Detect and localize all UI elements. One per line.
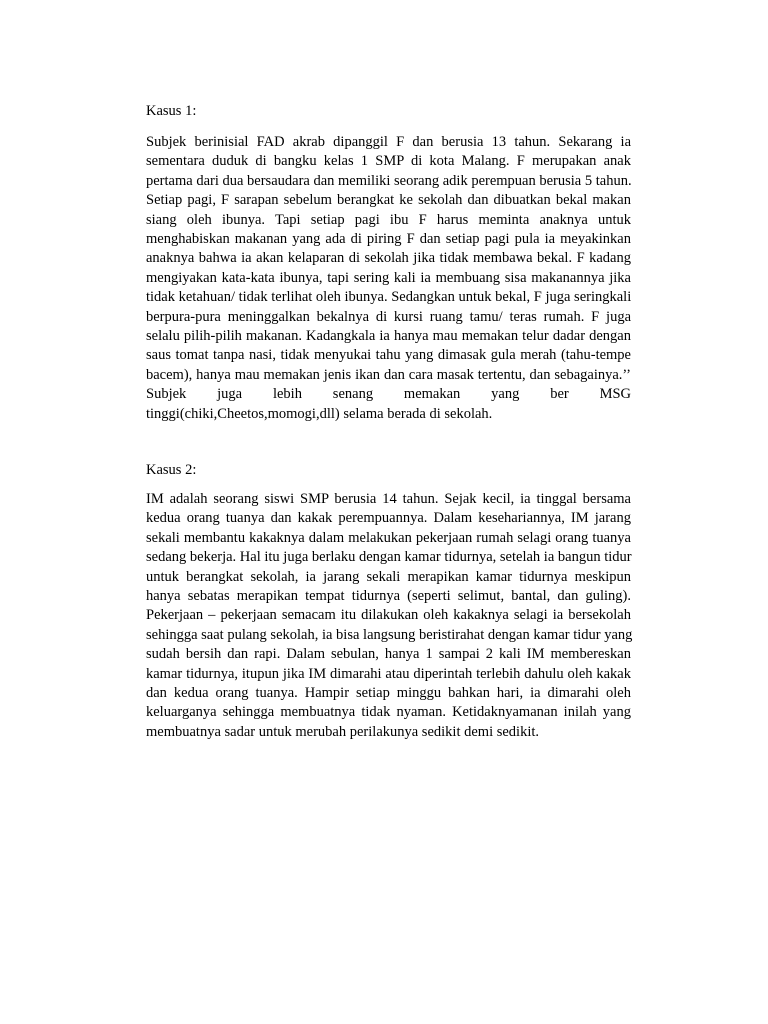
case-1-line: tidak ketahuan/ tidak terlihat oleh ibunya. Sedangkan untuk bekal, F juga seringkali [146,289,632,306]
case-1-line: tinggi(chiki,Cheetos,momogi,dll) selama berada di sekolah. [146,405,493,422]
case-1-line: Subjek berinisial FAD akrab dipanggil F dan berusia 13 tahun. Sekarang ia [146,134,631,150]
case-1-heading: Kasus 1: [146,103,197,119]
case-2-line: sekali membantu kakaknya dalam melakukan pekerjaan rumah selagi orang tuanya [146,529,631,546]
case-1-line: menghabiskan makanan yang ada di piring F dan setiap pagi pula ia meyakinkan [146,231,631,248]
case-1-line: selalu pilih-pilih makanan. Kadangkala ia hanya mau memakan telur dadar dengan [146,328,631,345]
case-2-line: Pekerjaan – pekerjaan semacam itu dilakukan oleh kakaknya selagi ia bersekolah [146,607,631,624]
case-1-line: berpura-pura meninggalkan bekalnya di kursi ruang tamu/ teras rumah. F juga [146,308,631,325]
case-2-line: hanya sebatas merapikan tempat tidurnya (seperti selimut, bantal, dan guling). [146,588,631,605]
case-2-line: keluarganya sehingga membuatnya tidak nyaman. Ketidaknyamanan inilah yang [146,704,631,721]
case-1-line: Setiap pagi, F sarapan sebelum berangkat ke sekolah dan dibuatkan bekal makan [146,192,631,209]
case-2-line: IM adalah seorang siswi SMP berusia 14 tahun. Sejak kecil, ia tinggal bersama [146,491,631,507]
case-1-line: saus tomat tanpa nasi, tidak menyukai tahu yang dimasak gula merah (tahu-tempe [146,347,631,364]
case-2-heading: Kasus 2: [146,462,197,478]
case-2-paragraph [146,490,631,742]
case-2-line: sehingga saat pulang sekolah, ia bisa langsung beristirahat dengan kamar tidur yang [146,626,633,643]
case-1-line: Subjek juga lebih senang memakan yang ber MSG [146,386,631,403]
case-2-line: kamar tidurnya, itupun jika IM dimarahi atau diperintah terlebih dahulu oleh kakak [146,665,631,682]
case-1-line: mengiyakan kata-kata ibunya, tapi sering kali ia membuang sisa makanannya jika [146,269,631,286]
case-1-line: anaknya bahwa ia akan kelaparan di sekolah jika tidak membawa bekal. F kadang [146,250,631,267]
case-1-line: sementara duduk di bangku kelas 1 SMP di kota Malang. F merupakan anak [146,153,631,170]
case-1-line: bacem), hanya mau memakan jenis ikan dan cara masak tertentu, dan sebagainya.’’ [146,366,631,383]
case-1-line: pertama dari dua bersaudara dan memiliki seorang adik perempuan berusia 5 tahun. [146,172,632,189]
case-2-line: kedua orang tuanya dan kakak perempuannya. Dalam kesehariannya, IM jarang [146,510,631,527]
case-2-line: sudah bersih dan rapi. Dalam sebulan, hanya 1 sampai 2 kali IM membereskan [146,646,631,663]
case-2-line: dan kedua orang tuanya. Hampir setiap minggu bahkan hari, ia dimarahi oleh [146,685,631,702]
case-2-line: untuk berangkat sekolah, ia jarang sekali merapikan kamar tidurnya meskipun [146,568,631,585]
case-1-paragraph [146,133,631,424]
case-1-line: siang oleh ibunya. Tapi setiap pagi ibu F harus meminta anaknya untuk [146,211,631,228]
case-2-line: membuatnya sadar untuk merubah perilakunya sedikit demi sedikit. [146,723,540,740]
case-2-line: sedang bekerja. Hal itu juga berlaku dengan kamar tidurnya, setelah ia bangun tidur [146,549,632,566]
